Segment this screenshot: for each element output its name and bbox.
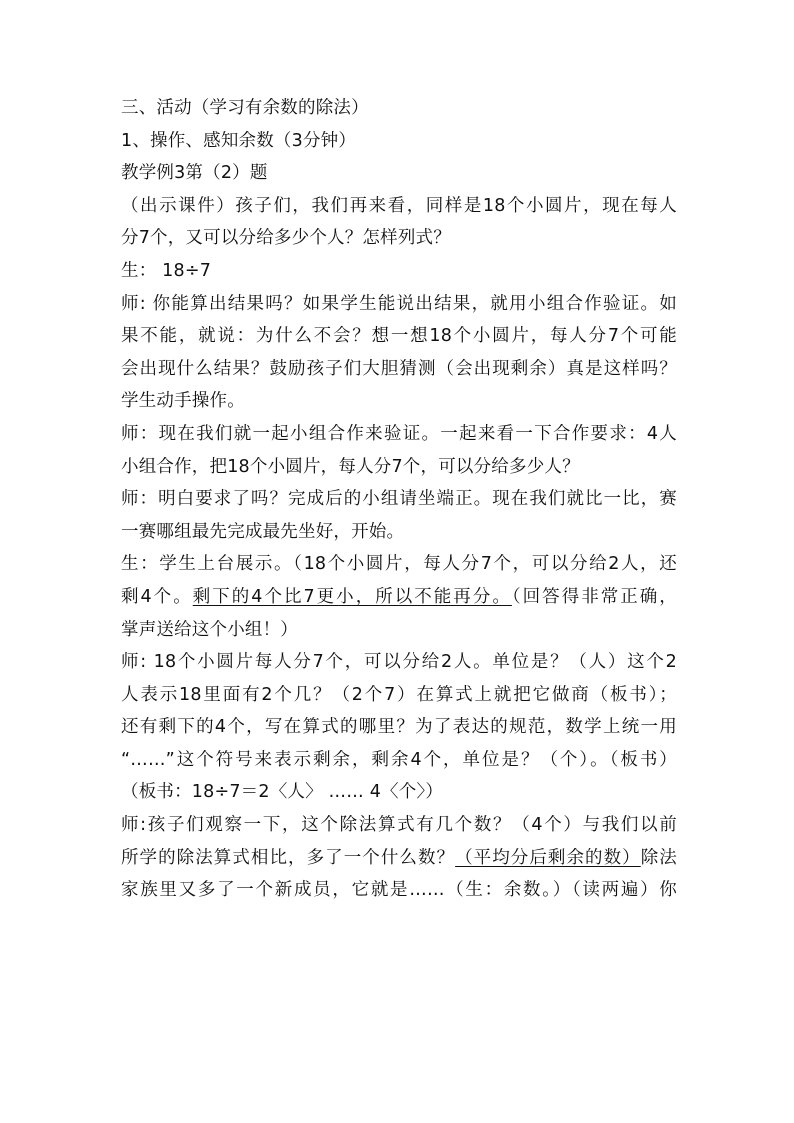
text-segment: 教学例3第（2）题: [121, 163, 268, 184]
text-line: [121, 125, 677, 158]
underlined-text: （平均分后剩余的数）: [455, 847, 641, 868]
text-segment: （出示课件）孩子们，我们再来看，同样是18个小圆片，现在每人: [121, 195, 677, 216]
text-segment: 学生动手操作。: [121, 391, 245, 412]
text-segment: 师: 18个小圆片每人分7个，可以分给2人。单位是？（人）这个2: [121, 652, 677, 673]
text-segment: 家族里又多了一个新成员，它就是……（生：余数。）（读两遍）你: [121, 880, 677, 901]
text-segment: （板书：18÷7＝2〈人〉 …… 4〈个〉）: [121, 782, 444, 803]
text-line: [121, 776, 677, 809]
text-segment: 掌声送给这个小组！）: [121, 619, 298, 640]
text-line: [121, 646, 677, 679]
text-line: [121, 809, 677, 842]
text-line: [121, 483, 677, 516]
text-segment: 剩4个。: [121, 586, 193, 607]
text-line: [121, 288, 677, 321]
text-segment: 一赛哪组最先完成最先坐好，开始。: [121, 521, 405, 542]
text-line: [121, 842, 677, 875]
text-line: [121, 548, 677, 581]
text-line: [121, 451, 677, 484]
text-segment: 师：明白要求了吗？完成后的小组请坐端正。现在我们就比一比，赛: [121, 489, 677, 510]
text-line: [121, 516, 677, 549]
text-line: [121, 320, 677, 353]
text-line: [121, 744, 677, 777]
text-segment: 生：学生上台展示。（18个小圆片，每人分7个，可以分给2人，还: [121, 554, 677, 575]
text-segment: 生： 18÷7: [121, 260, 212, 281]
text-segment: 师：现在我们就一起小组合作来验证。一起来看一下合作要求：4人: [121, 423, 677, 444]
text-segment: （回答得非常正确，: [511, 586, 677, 607]
text-segment: 除法: [640, 847, 677, 868]
text-segment: 1、操作、感知余数（3分钟）: [121, 130, 357, 151]
text-segment: 三、活动（学习有余数的除法）: [121, 98, 369, 118]
text-line: [121, 157, 677, 190]
text-line: [121, 385, 677, 418]
text-segment: 还有剩下的4个，写在算式的哪里？为了表达的规范，数学上统一用: [121, 717, 677, 738]
text-segment: 小组合作，把18个小圆片，每人分7个，可以分给多少人？: [121, 456, 580, 477]
text-line: [121, 874, 677, 907]
text-segment: 会出现什么结果？鼓励孩子们大胆猜测（会出现剩余）真是这样吗？: [121, 358, 677, 379]
text-segment: 所学的除法算式相比，多了一个什么数？: [121, 847, 456, 868]
text-segment: 人表示18里面有2个几？（2个7）在算式上就把它做商（板书）；: [121, 684, 677, 705]
text-segment: 果不能，就说：为什么不会？想一想18个小圆片，每人分7个可能: [121, 326, 677, 347]
text-line: [121, 614, 677, 647]
text-line: [121, 222, 677, 255]
text-segment: 师:孩子们观察一下，这个除法算式有几个数？（4个）与我们以前: [121, 815, 677, 836]
document-page: [121, 92, 677, 907]
text-line: [121, 679, 677, 712]
text-line: [121, 353, 677, 386]
text-line: [121, 190, 677, 223]
text-line: [121, 581, 677, 614]
underlined-text: 剩下的4个比7更小，所以不能再分。: [192, 586, 512, 607]
text-line: [121, 418, 677, 451]
text-line: [121, 255, 677, 288]
text-segment: 师: 你能算出结果吗？如果学生能说出结果，就用小组合作验证。如: [121, 293, 677, 314]
text-segment: “……”这个符号来表示剩余，剩余4个，单位是？（个）。（板书）: [121, 749, 677, 770]
text-line: [121, 711, 677, 744]
text-segment: 分7个，又可以分给多少个人？怎样列式？: [121, 228, 451, 249]
text-line: [121, 92, 677, 125]
